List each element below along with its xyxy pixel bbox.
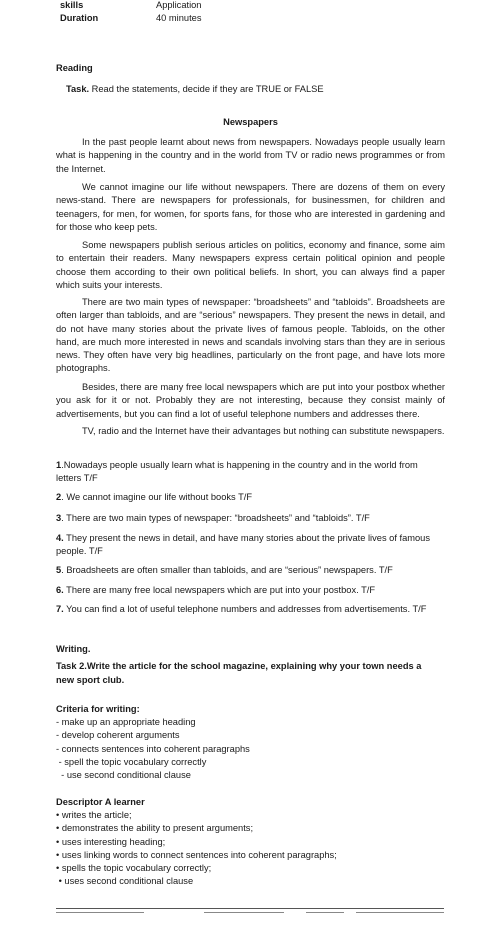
article-paragraph: Some newspapers publish serious articles on politics, economy and finance, some aim to entertain their readers. Many newspapers express certain political opinion and people choose them according to their own political beliefs. In short, you can always find a paper which suits your interests. (56, 240, 445, 290)
descriptor-title: Descriptor A learner (56, 797, 145, 807)
reading-heading: Reading (56, 63, 93, 73)
descriptor-list (56, 809, 445, 889)
criteria-item: - use second conditional clause (56, 770, 191, 781)
statement-item: 3. There are two main types of newspaper: “broadsheets” and “tabloids”. T/F (56, 513, 370, 523)
criteria-item: - make up an appropriate heading (56, 717, 196, 727)
criteria-list (56, 716, 445, 782)
article-title: Newspapers (223, 117, 278, 127)
reading-task (66, 83, 455, 96)
descriptor-item: • demonstrates the ability to present arguments; (56, 823, 254, 834)
writing-task-line: new sport club. (56, 675, 125, 685)
header-value: Application (156, 0, 202, 10)
statement-item: 6. There are many free local newspapers which are put into your postbox. T/F (56, 585, 376, 595)
writing-heading: Writing. (56, 644, 91, 654)
task-label: Task. (66, 84, 90, 94)
article-paragraph: We cannot imagine our life without newspapers. There are dozens of them on every news-stand. There are newspapers for professionals, for businessmen, for children and teenagers, for men, for women, for sports fans, for those who are interested in gardening and for those who keep pets. (56, 182, 445, 232)
descriptor-item: • uses interesting heading; (56, 836, 166, 847)
article-paragraph: There are two main types of newspaper: “broadsheets” and “tabloids”. Broadsheets are often larger than tabloids, and are “serious” newspapers. They present the news in detail, and do not have many stories about the private lives of famous people. Tabloids, on the other hand, are much more interested in news and scandals involving stars than they are in serious news. They often have very big headlines, particularly on the front page, and have lots more photographs. (56, 297, 445, 374)
footer-divider (56, 908, 444, 914)
descriptor-item: • uses linking words to connect sentences into coherent paragraphs; (56, 849, 337, 860)
article-paragraph: TV, radio and the Internet have their advantages but nothing can substitute newspapers. (82, 426, 445, 436)
descriptor-item: • uses second conditional clause (56, 876, 194, 887)
header-value: 40 minutes (156, 13, 202, 23)
statement-item: 4. They present the news in detail, and have many stories about the private lives of famous people. T/F (56, 533, 430, 557)
statement-item: 2. We cannot imagine our life without books T/F (56, 492, 253, 502)
statement-item: 1.Nowadays people usually learn what is happening in the country and in the world from letters T/F (56, 460, 418, 484)
header-label: Duration (60, 13, 99, 23)
task-text: Read the statements, decide if they are TRUE or FALSE (89, 84, 324, 94)
criteria-item: - connects sentences into coherent paragraphs (56, 743, 250, 754)
criteria-item: - spell the topic vocabulary correctly (56, 756, 207, 767)
writing-task-line: Task 2.Write the article for the school magazine, explaining why your town needs a (56, 661, 422, 671)
descriptor-item: • writes the article; (56, 810, 132, 820)
header-row-skills (60, 0, 480, 12)
article-paragraph: Besides, there are many free local newspapers which are put into your postbox whether you ask for it or not. Probably they are not interesting, because they consist mainly of advertisements, but you can find a lot of useful telephone numbers and addresses there. (56, 382, 445, 419)
statement-item: 7. You can find a lot of useful telephone numbers and addresses from advertisements. T/F (56, 604, 427, 614)
descriptor-item: • spells the topic vocabulary correctly; (56, 863, 212, 874)
criteria-item: - develop coherent arguments (56, 730, 180, 741)
article-paragraph: In the past people learnt about news from newspapers. Nowadays people usually learn what is happening in the country and in the world from TV or radio news programmes or from the Internet. (56, 137, 445, 174)
header-label: skills (60, 0, 84, 10)
header-row-duration (60, 12, 480, 25)
statement-item: 5. Broadsheets are often smaller than tabloids, and are “serious” newspapers. T/F (56, 565, 393, 575)
criteria-title: Criteria for writing: (56, 704, 140, 714)
